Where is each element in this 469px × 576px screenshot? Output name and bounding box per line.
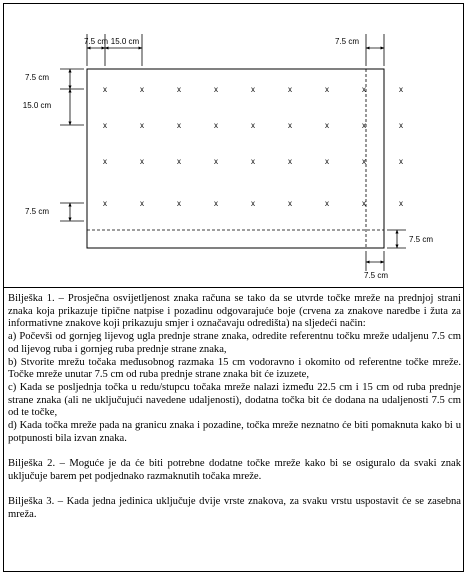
grid-point: x: [288, 199, 292, 208]
sign-face-rectangle: [87, 69, 384, 248]
dim-label-left-mid: 15.0 cm: [22, 101, 52, 110]
grid-point: x: [325, 199, 329, 208]
grid-point: x: [140, 85, 144, 94]
grid-point: x: [325, 85, 329, 94]
grid-point: x: [214, 85, 218, 94]
grid-point: x: [251, 199, 255, 208]
grid-point: x: [103, 199, 107, 208]
grid-point: x: [251, 157, 255, 166]
grid-point: x: [214, 157, 218, 166]
grid-point: x: [140, 157, 144, 166]
dim-label-left-top: 7.5 cm: [24, 73, 50, 82]
note-1-item-b: b) Stvorite mrežu točaka međusobnog razmaka 15 cm vodoravno i okomito od referentne točke mreže. Točke mreže unutar 7.5 cm od ruba prednje strane znaka bit će izuzete,: [8, 356, 461, 381]
section-divider: [3, 287, 464, 288]
grid-point: x: [214, 121, 218, 130]
grid-point: x: [214, 199, 218, 208]
dim-label-top-right: 7.5 cm: [334, 37, 360, 46]
grid-point: x: [140, 199, 144, 208]
grid-point: x: [177, 85, 181, 94]
grid-point: x: [177, 157, 181, 166]
grid-point: x: [177, 199, 181, 208]
note-1-intro: Bilješka 1. – Prosječna osvijetljenost znaka računa se tako da se utvrde točke mreže na prednjoj strani znaka koja prikazuje tipične natpise i pozadinu odgovarajuće boje (crvena za znakove naredbe i žuta za informativne znakove koji prikazuju smjer i označavaju odredišta) na sljedeći način:: [8, 293, 461, 330]
dim-label-bottom-right: 7.5 cm: [363, 271, 389, 280]
grid-point: x: [399, 157, 403, 166]
grid-point: x: [251, 121, 255, 130]
grid-point: x: [399, 85, 403, 94]
dim-label-top-left: 7.5 cm: [83, 37, 109, 46]
notes-section: [8, 293, 461, 521]
grid-point: x: [177, 121, 181, 130]
grid-point: x: [362, 121, 366, 130]
grid-points: [103, 85, 403, 208]
grid-point: x: [362, 199, 366, 208]
grid-point: x: [288, 157, 292, 166]
dim-label-right-bottom: 7.5 cm: [408, 235, 434, 244]
grid-point: x: [399, 121, 403, 130]
grid-point: x: [288, 85, 292, 94]
note-1-item-c: c) Kada se posljednja točka u redu/stupcu točaka mreže nalazi između 22.5 cm i 15 cm od ruba prednje strane znaka (ali ne uključujući navedene udaljenosti), dodatna točka bit će dodana na udaljenosti 7.5 cm od te točke,: [8, 381, 461, 419]
grid-point: x: [103, 157, 107, 166]
grid-point: x: [251, 85, 255, 94]
grid-point: x: [399, 199, 403, 208]
dim-label-left-bottom: 7.5 cm: [24, 207, 50, 216]
grid-point: x: [103, 85, 107, 94]
grid-point: x: [325, 121, 329, 130]
grid-point: x: [362, 85, 366, 94]
dim-label-top-mid: 15.0 cm: [110, 37, 140, 46]
grid-measurement-diagram: [0, 0, 469, 287]
grid-point: x: [140, 121, 144, 130]
note-2: Bilješka 2. – Moguće je da će biti potrebne dodatne točke mreže kako bi se osiguralo da svaki znak uključuje barem pet podjednako razmaknutih točaka mreže.: [8, 457, 461, 482]
note-1-item-a: a) Počevši od gornjeg lijevog ugla prednje strane znaka, odredite referentnu točku mreže udaljenu 7.5 cm od lijevog ruba i gornjeg ruba prednje strane znaka,: [8, 331, 461, 355]
grid-point: x: [362, 157, 366, 166]
note-3: Bilješka 3. – Kada jedna jedinica uključuje dvije vrste znakova, za svaku vrstu uspostavit će se zasebna mreža.: [8, 495, 461, 520]
grid-point: x: [103, 121, 107, 130]
grid-point: x: [325, 157, 329, 166]
grid-point: x: [288, 121, 292, 130]
note-1-item-d: d) Kada točka mreže pada na granicu znaka i pozadine, točka mreže neznatno će biti pomaknuta kako bi u potpunosti bila izvan znaka.: [8, 420, 461, 444]
